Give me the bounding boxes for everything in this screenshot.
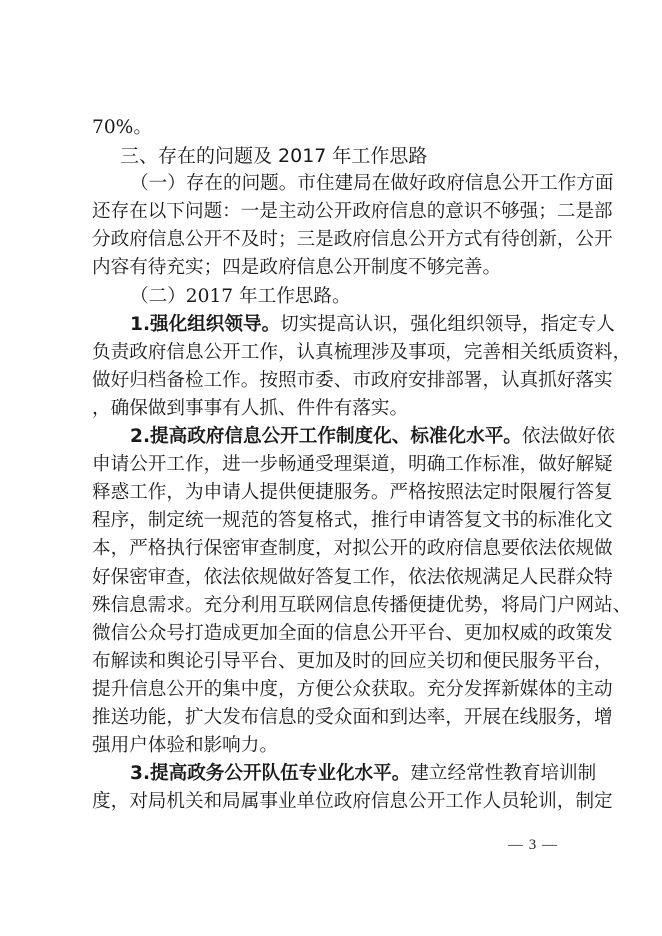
item1-text: 切实提高认识，强化组织领导，指定专人 xyxy=(280,313,615,335)
item3-title: 3.提高政务公开队伍专业化水平。 xyxy=(130,763,411,785)
item3-first-line xyxy=(92,760,597,788)
subsection-heading: （二）2017 年工作思路。 xyxy=(130,285,351,307)
paragraph-line: 度，对局机关和局属事业单位政府信息公开工作人员轮训，制定 xyxy=(92,791,613,813)
section-heading: 三、存在的问题及 2017 年工作思路 xyxy=(120,145,428,168)
paragraph-line: 负责政府信息公开工作，认真梳理涉及事项，完善相关纸质资料， xyxy=(92,341,632,363)
paragraph-line: 内容有待充实；四是政府信息公开制度不够完善。 xyxy=(92,257,502,279)
paragraph-line: 推送功能，扩大发布信息的受众面和到达率，开展在线服务，增 xyxy=(92,706,613,728)
continuation-text: 70%。 xyxy=(92,117,152,138)
paragraph-line: 布解读和舆论引导平台、更加及时的回应关切和便民服务平台， xyxy=(92,650,613,672)
page-number: — 3 — xyxy=(508,837,558,853)
paragraph-line: 本，严格执行保密审查制度，对拟公开的政府信息要依法依规做 xyxy=(92,538,613,560)
paragraph-line: 做好归档备检工作。按照市委、市政府安排部署，认真抓好落实 xyxy=(92,369,613,391)
document-page xyxy=(92,114,632,816)
paragraph-line: ，确保做到事事有人抓、件件有落实。 xyxy=(92,397,409,419)
paragraph-line: 还存在以下问题：一是主动公开政府信息的意识不够强；二是部 xyxy=(92,201,613,223)
paragraph-line: 殊信息需求。充分利用互联网信息传播便捷优势，将局门户网站、 xyxy=(92,594,632,616)
paragraph-line: 好保密审查，依法依规做好答复工作，依法依规满足人民群众特 xyxy=(92,566,613,588)
paragraph-line: 分政府信息公开不及时；三是政府信息公开方式有待创新，公开 xyxy=(92,229,613,251)
paragraph-line: 微信公众号打造成更加全面的信息公开平台、更加权威的政策发 xyxy=(92,622,613,644)
item2-text: 依法做好依 xyxy=(521,426,615,448)
paragraph-line: （一）存在的问题。市住建局在做好政府信息公开工作方面 xyxy=(130,173,614,195)
paragraph-line: 释惑工作，为申请人提供便捷服务。严格按照法定时限履行答复 xyxy=(92,482,613,504)
paragraph-line: 程序，制定统一规范的答复格式，推行申请答复文书的标准化文 xyxy=(92,510,613,532)
item3-text: 建立经常性教育培训制 xyxy=(410,763,597,785)
item1-title: 1.强化组织领导。 xyxy=(130,313,281,335)
paragraph-line: 强用户体验和影响力。 xyxy=(92,735,278,757)
paragraph-line: 提升信息公开的集中度，方便公众获取。充分发挥新媒体的主动 xyxy=(92,678,613,700)
item2-title: 2.提高政府信息公开工作制度化、标准化水平。 xyxy=(130,426,522,448)
item1-first-line xyxy=(92,311,615,339)
paragraph-line: 申请公开工作，进一步畅通受理渠道，明确工作标准，做好解疑 xyxy=(92,454,613,476)
item2-first-line xyxy=(92,423,615,451)
